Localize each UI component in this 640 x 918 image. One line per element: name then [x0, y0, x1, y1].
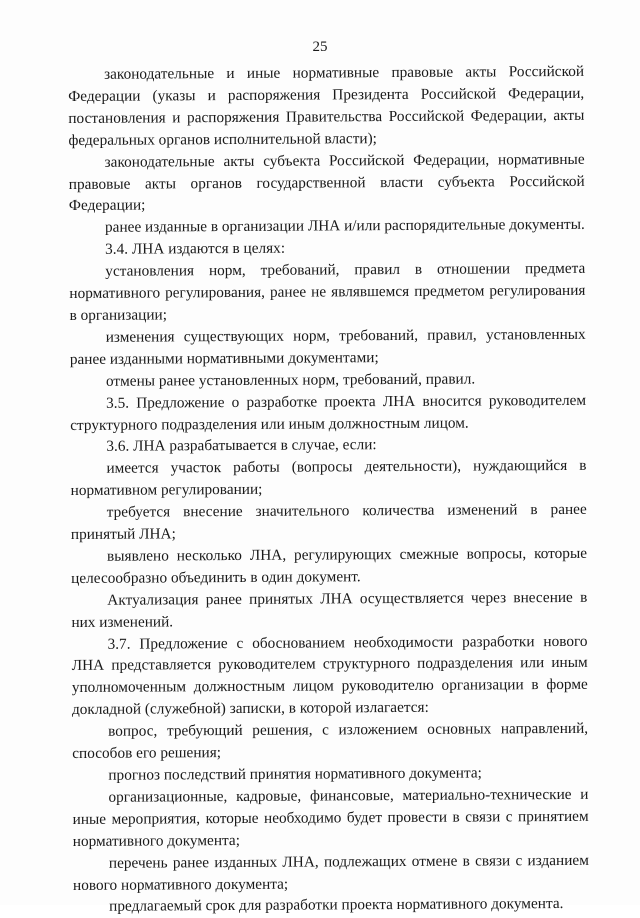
paragraph-merge-lna: выявлено несколько ЛНА, регулирующих смежные вопросы, которые целесообразно объединить в один документ. [71, 544, 588, 587]
paragraph-actualization: Актуализация ранее принятых ЛНА осуществляется через внесение в них изменений. [71, 588, 588, 631]
paragraph-many-changes: требуется внесение значительного количества изменений в ранее принятый ЛНА; [70, 500, 587, 544]
clause-3-6: 3.6. ЛНА разрабатывается в случае, если: [106, 436, 377, 456]
paragraph-cancel-norms: отмены ранее установленных норм, требований, правил. [105, 370, 476, 390]
paragraph-cancel-list: перечень ранее изданных ЛНА, подлежащих отмене в связи с изданием нового нормативного документа; [72, 851, 589, 894]
paragraph-establish-norms: установления норм, требований, правил в отношении предмета нормативного регулирования, ранее не являвшемся предметом регулирования в организации; [69, 260, 586, 324]
paragraph-work-area: имеется участок работы (вопросы деятельности), нуждающийся в нормативном регулировании; [70, 457, 587, 500]
paragraph-change-norms: изменения существующих норм, требований, правил, установленных ранее изданными нормативными документами; [69, 325, 586, 368]
paragraph-question: вопрос, требующий решения, с изложением основных направлений, способов его решения; [72, 720, 589, 763]
clause-3-4: 3.4. ЛНА издаются в целях: [105, 239, 286, 259]
clause-3-5: 3.5. Предложение о разработке проекта ЛНА вносится руководителем структурного подразделения или иным должностным лицом. [70, 391, 587, 434]
paragraph-federal-acts: законодательные и иные нормативные правовые акты Российской Федерации (указы и распоряжения Президента Российской Федерации, постановления и распоряжения Правительства Российской Федерации, акты федеральных органов исполнительной власти); [68, 62, 585, 149]
paragraph-deadline: предлагаемый срок для разработки проекта нормативного документа. [109, 895, 564, 916]
paragraph-measures: организационные, кадровые, финансовые, материально-технические и иные мероприятия, которые необходимо будет провести в связи с принятием нормативного документа; [72, 785, 589, 850]
paragraph-forecast: прогноз последствий принятия нормативного документа; [108, 764, 482, 784]
document-body [68, 61, 589, 918]
paragraph-regional-acts: законодательные акты субъекта Российской Федерации, нормативные правовые акты органов государственной власти субъекта Российской Федерации; [68, 150, 585, 215]
page-number: 25 [312, 39, 328, 55]
clause-3-7: 3.7. Предложение с обоснованием необходимости разработки нового ЛНА представляется руководителем структурного подразделения или иным уполномоченным должностным лицом руководителю организации в форме докладной (служебной) записки, в которой излагается: [71, 632, 588, 719]
paragraph-previous-lna: ранее изданные в организации ЛНА и/или распорядительные документы. [104, 216, 585, 237]
